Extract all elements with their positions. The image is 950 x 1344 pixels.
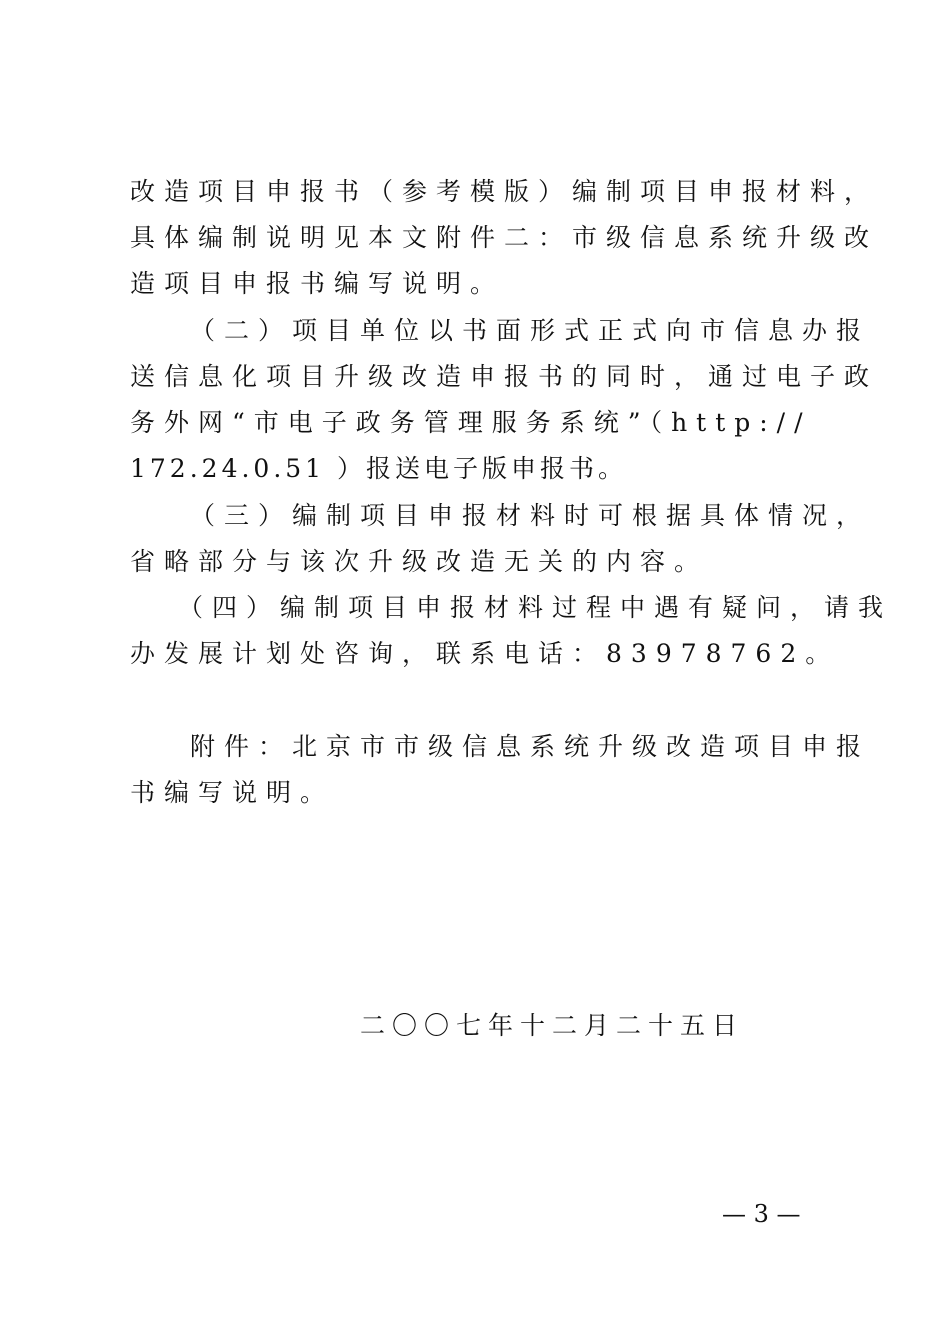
paragraph-line: 务外网“市电子政务管理服务系统”（http:// (130, 408, 812, 437)
paragraph-line: （二）项目单位以书面形式正式向市信息办报 (190, 316, 871, 345)
attachment-line: 附件：北京市市级信息系统升级改造项目申报 (190, 732, 871, 761)
paragraph-line: 改造项目申报书（参考模版）编制项目申报材料， (130, 177, 879, 206)
paragraph-line: 造项目申报书编写说明。 (130, 269, 505, 298)
paragraph-line: （四）编制项目申报材料过程中遇有疑问，请我 (178, 593, 893, 622)
paragraph-line: （三）编制项目申报材料时可根据具体情况， (190, 501, 871, 530)
document-date: 二〇〇七年十二月二十五日 (360, 1011, 745, 1040)
paragraph-line: 具体编制说明见本文附件二：市级信息系统升级改 (130, 223, 879, 252)
page-number: — 3 — (722, 1200, 801, 1228)
paragraph-line: 办发展计划处咨询，联系电话：83978762。 (130, 639, 840, 668)
paragraph-line: 送信息化项目升级改造申报书的同时，通过电子政 (130, 362, 879, 391)
paragraph-line: 172.24.0.51 ）报送电子版申报书。 (130, 454, 628, 483)
attachment-line: 书编写说明。 (130, 778, 335, 807)
paragraph-line: 省略部分与该次升级改造无关的内容。 (130, 547, 709, 576)
